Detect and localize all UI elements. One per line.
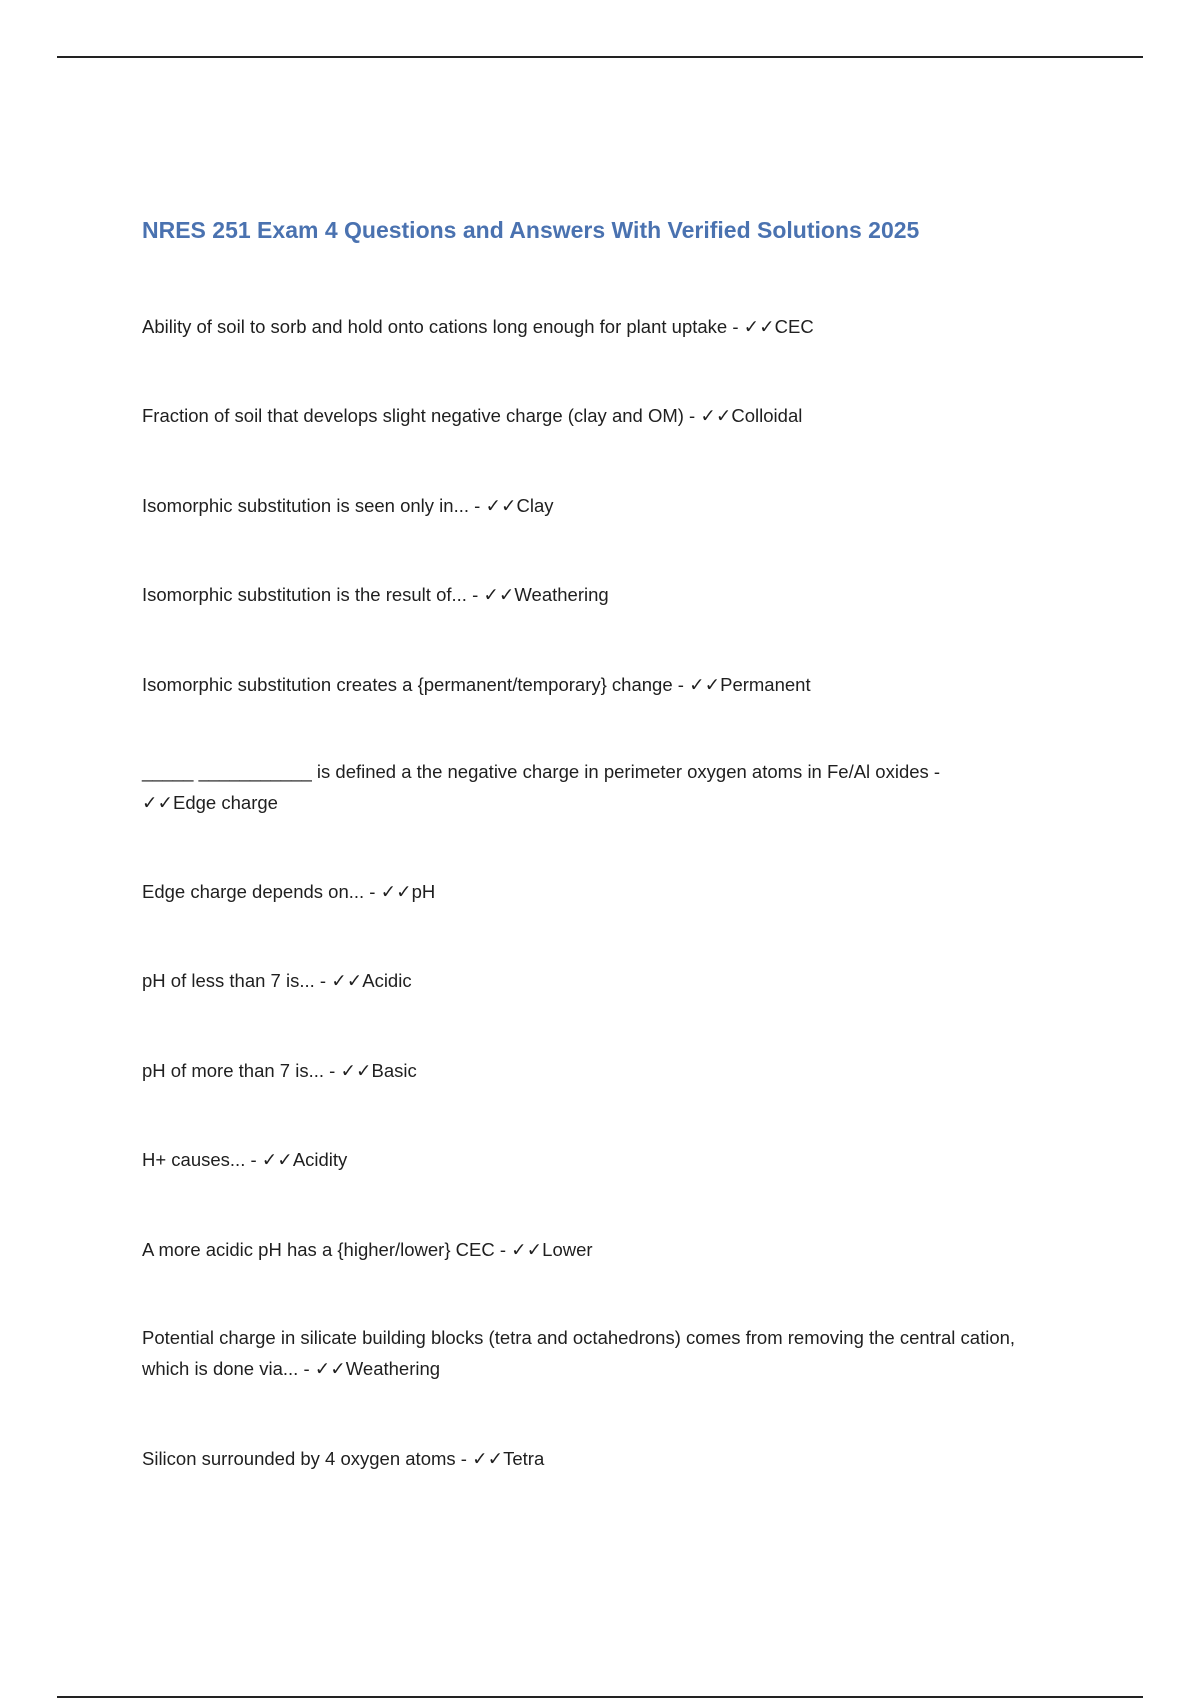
qa-answer: Acidic	[362, 970, 412, 991]
qa-answer: Edge charge	[173, 792, 278, 813]
double-check-icon: ✓✓	[483, 584, 515, 605]
qa-item	[142, 1322, 1042, 1384]
qa-answer: CEC	[774, 316, 814, 337]
qa-item	[142, 400, 1042, 431]
qa-answer: Permanent	[720, 674, 811, 695]
double-check-icon: ✓✓	[380, 881, 412, 902]
qa-question: Isomorphic substitution creates a {permanent/temporary} change	[142, 674, 673, 695]
qa-separator: -	[245, 1149, 262, 1170]
qa-item	[142, 490, 1042, 521]
qa-question: A more acidic pH has a {higher/lower} CEC	[142, 1239, 495, 1260]
qa-separator: -	[466, 584, 484, 605]
qa-question: Ability of soil to sorb and hold onto cations long enough for plant uptake	[142, 316, 728, 337]
qa-answer: Weathering	[514, 584, 609, 605]
qa-question: Potential charge in silicate building blocks (tetra and octahedrons) comes from removing the central cation, which is done via...	[142, 1327, 1016, 1379]
top-divider	[57, 56, 1143, 58]
qa-item	[142, 1055, 1042, 1086]
qa-separator: -	[683, 405, 701, 426]
qa-item	[142, 1234, 1042, 1265]
qa-item	[142, 756, 1042, 818]
double-check-icon: ✓✓	[340, 1060, 372, 1081]
bottom-divider	[57, 1696, 1143, 1698]
qa-answer: Basic	[371, 1060, 417, 1081]
qa-item	[142, 876, 1042, 907]
qa-item	[142, 579, 1042, 610]
double-check-icon: ✓✓	[142, 792, 174, 813]
double-check-icon: ✓✓	[261, 1149, 293, 1170]
qa-question: Silicon surrounded by 4 oxygen atoms	[142, 1448, 456, 1469]
qa-answer: Tetra	[503, 1448, 545, 1469]
qa-answer: Clay	[516, 495, 554, 516]
qa-separator: -	[469, 495, 486, 516]
qa-question: Fraction of soil that develops slight negative charge (clay and OM)	[142, 405, 684, 426]
qa-separator: -	[364, 881, 381, 902]
qa-item	[142, 965, 1042, 996]
qa-item	[142, 311, 1042, 342]
double-check-icon: ✓✓	[700, 405, 732, 426]
qa-answer: Colloidal	[731, 405, 803, 426]
qa-separator: -	[298, 1358, 315, 1379]
qa-item	[142, 669, 1042, 700]
qa-item	[142, 1144, 1042, 1175]
qa-separator: -	[727, 316, 744, 337]
qa-answer: Acidity	[292, 1149, 348, 1170]
double-check-icon: ✓✓	[689, 674, 721, 695]
qa-answer: Weathering	[345, 1358, 441, 1379]
qa-question: _____ ___________ is defined a the negative charge in perimeter oxygen atoms in Fe/Al oxides	[142, 761, 929, 782]
qa-question: Edge charge depends on...	[142, 881, 365, 902]
qa-separator: -	[672, 674, 690, 695]
double-check-icon: ✓✓	[472, 1448, 504, 1469]
double-check-icon: ✓✓	[314, 1358, 346, 1379]
qa-separator: -	[928, 761, 946, 782]
qa-separator: -	[314, 970, 332, 991]
double-check-icon: ✓✓	[511, 1239, 543, 1260]
qa-question: pH of less than 7 is...	[142, 970, 315, 991]
qa-separator: -	[494, 1239, 512, 1260]
double-check-icon: ✓✓	[485, 495, 517, 516]
qa-separator: -	[455, 1448, 473, 1469]
qa-item	[142, 1443, 1042, 1474]
qa-question: pH of more than 7 is...	[142, 1060, 325, 1081]
qa-question: H+ causes...	[142, 1149, 246, 1170]
qa-separator: -	[324, 1060, 341, 1081]
page-title: NRES 251 Exam 4 Questions and Answers With Verified Solutions 2025	[142, 217, 920, 243]
qa-answer: pH	[411, 881, 436, 902]
double-check-icon: ✓✓	[331, 970, 363, 991]
qa-answer: Lower	[542, 1239, 593, 1260]
double-check-icon: ✓✓	[743, 316, 775, 337]
qa-question: Isomorphic substitution is the result of...	[142, 584, 467, 605]
qa-question: Isomorphic substitution is seen only in...	[142, 495, 469, 516]
